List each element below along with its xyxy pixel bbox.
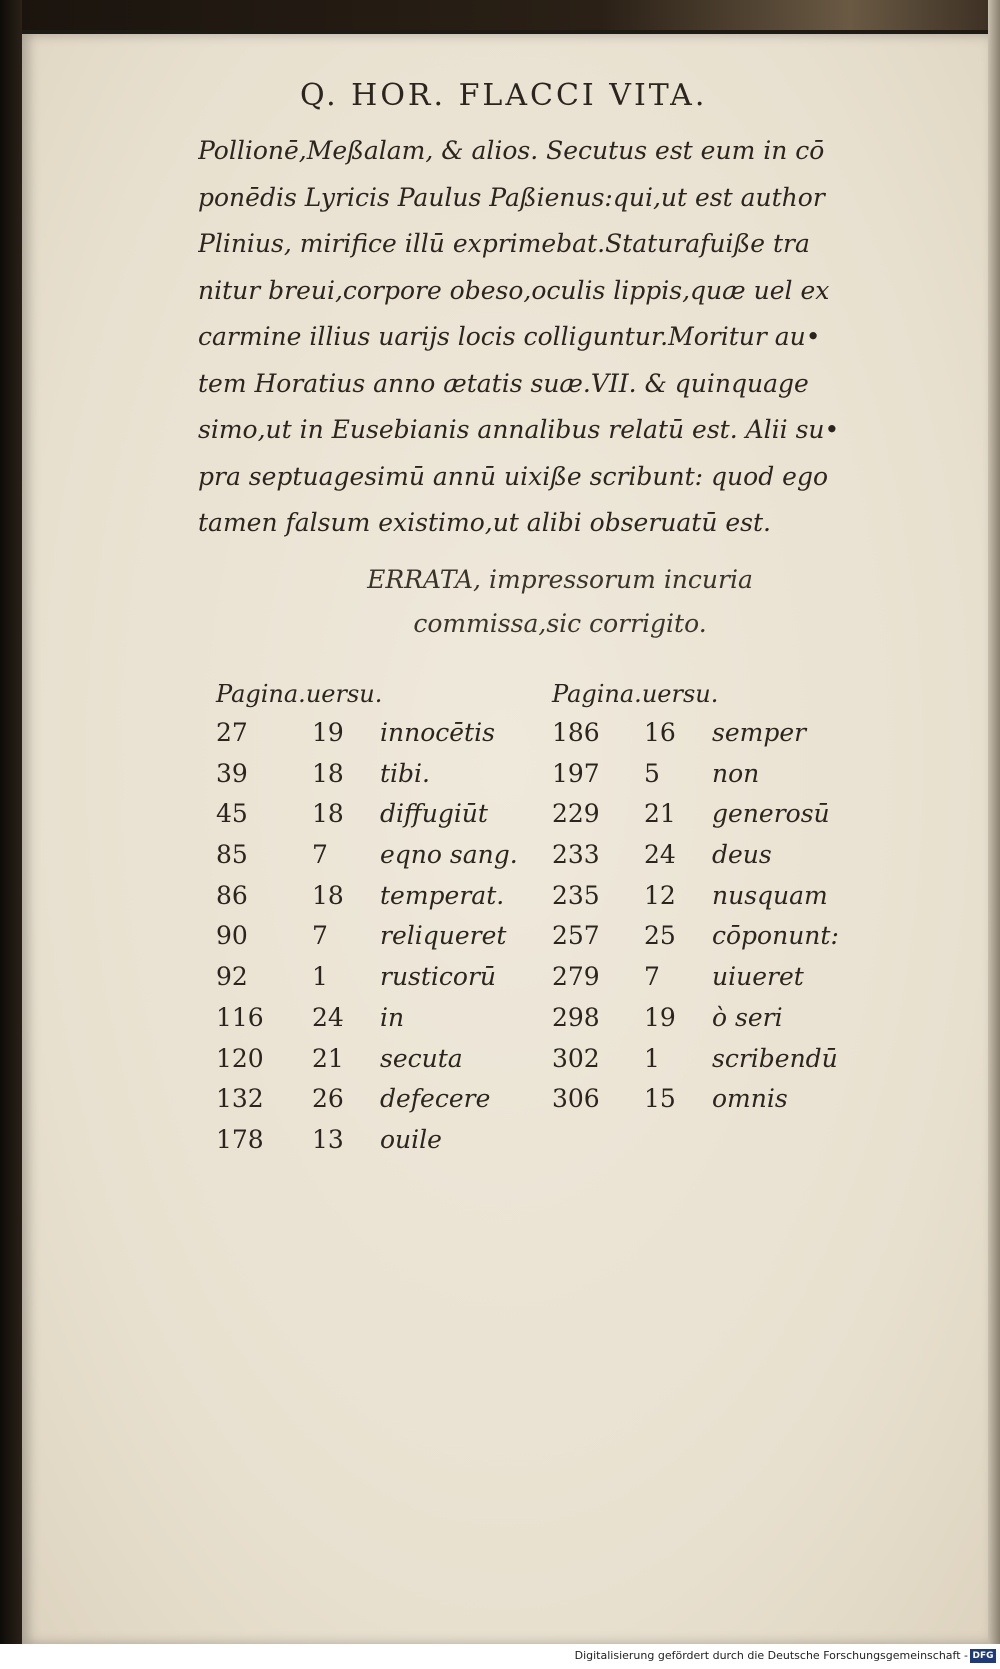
errata-page-number: 39 [216,758,248,788]
errata-page-number: 27 [216,718,248,747]
errata-page-number: 197 [552,758,600,788]
body-line: tamen falsum existimo,ut alibi obseruatū est. [198,508,771,537]
errata-verse-number: 25 [644,921,676,951]
errata-page-number: 116 [216,1002,264,1032]
scan-border-right [988,0,1000,1669]
errata-row [552,799,862,840]
errata-verse-number: 19 [644,1002,676,1032]
body-line: simo,ut in Eusebianis annalibus relatū est. Alii su• [198,415,840,444]
errata-word: nusquam [712,880,828,910]
errata-word: reliqueret [380,921,507,951]
errata-word: eqno sang. [380,840,518,870]
errata-title-line: ERRATA, impressorum incuria [367,565,753,594]
errata-row [216,1084,516,1125]
errata-right-header: Pagina.uersu. [552,680,719,708]
errata-page-number: 257 [552,921,600,951]
errata-page-number: 45 [216,799,248,829]
errata-row [216,840,516,881]
errata-page-number: 90 [216,921,248,951]
errata-page-number: 229 [552,799,600,829]
errata-word: scribendū [712,1043,838,1073]
errata-verse-number: 1 [644,1043,660,1073]
errata-row [552,1003,862,1044]
errata-row [216,1125,516,1166]
errata-verse-number: 19 [312,718,344,747]
errata-verse-number: 18 [312,758,344,788]
errata-row [216,799,516,840]
errata-verse-number: 18 [312,880,344,910]
errata-verse-number: 21 [644,799,676,829]
errata-word: ò seri [712,1002,783,1032]
dfg-logo: DFG [970,1649,996,1663]
errata-verse-number: 21 [312,1043,344,1073]
errata-page-number: 178 [216,1124,264,1154]
body-line: pra septuagesimū annū uixiße scribunt: quod ego [198,461,829,491]
errata-row [216,881,516,922]
errata-word: omnis [712,1084,788,1114]
errata-verse-number: 16 [644,718,676,747]
errata-word: ouile [380,1124,442,1154]
body-line: ponēdis Lyricis Paulus Paßienus:qui,ut est author [198,182,825,212]
body-line: nitur breui,corpore obeso,oculis lippis,quæ uel ex [198,275,830,305]
errata-page-number: 85 [216,840,248,870]
running-head: Q. HOR. FLACCI VITA. [300,78,708,113]
errata-word: uiueret [712,962,804,992]
errata-word: temperat. [380,880,505,910]
errata-row [216,759,516,800]
errata-verse-number: 18 [312,799,344,829]
errata-row [216,1003,516,1044]
errata-page-number: 120 [216,1043,264,1073]
errata-verse-number: 7 [644,962,660,992]
errata-left-table [216,718,516,1166]
errata-word: secuta [380,1043,463,1073]
errata-word: semper [712,718,807,747]
errata-verse-number: 24 [312,1002,344,1032]
errata-page-number: 233 [552,840,600,870]
footer-bar [0,1644,1000,1669]
errata-verse-number: 15 [644,1084,676,1114]
errata-page-number: 86 [216,880,248,910]
errata-row [216,1044,516,1085]
errata-page-number: 92 [216,962,248,992]
errata-page-number: 306 [552,1084,600,1114]
body-line: carmine illius uarijs locis colliguntur.Moritur au• [198,322,821,351]
errata-page-number: 132 [216,1084,264,1114]
errata-word: diffugiūt [380,799,488,829]
errata-page-number: 279 [552,962,600,992]
errata-page-number: 302 [552,1043,600,1073]
errata-left-header: Pagina.uersu. [216,680,383,708]
scan-border-left [0,0,22,1669]
errata-verse-number: 24 [644,840,676,870]
errata-word: rusticorū [380,962,497,992]
errata-word: defecere [380,1084,491,1114]
errata-row [552,1044,862,1085]
errata-word: cōponunt: [712,921,839,951]
errata-word: innocētis [380,718,495,747]
errata-row [552,881,862,922]
errata-title [300,558,820,646]
body-text [198,128,858,547]
errata-page-number: 298 [552,1002,600,1032]
errata-title-line: commissa,sic corrigito. [413,609,707,638]
errata-verse-number: 13 [312,1124,344,1154]
errata-right-table [552,718,862,1125]
errata-word: in [380,1002,405,1032]
errata-page-number: 186 [552,718,600,747]
errata-word: generosū [712,799,830,829]
errata-verse-number: 12 [644,880,676,910]
errata-word: non [712,758,760,788]
body-line: Plinius, mirifice illū exprimebat.Staturafuiße tra [198,229,810,258]
errata-row [552,718,862,759]
errata-row [552,962,862,1003]
body-line: Pollionē,Meßalam, & alios. Secutus est eum in cō [198,136,825,165]
errata-row [552,921,862,962]
body-line: tem Horatius anno ætatis suæ.VII. & quinquage [198,368,809,398]
errata-word: deus [712,840,772,870]
errata-verse-number: 26 [312,1084,344,1114]
errata-verse-number: 5 [644,758,660,788]
footer-credit: Digitalisierung gefördert durch die Deutsche Forschungsgemeinschaft - [574,1649,968,1662]
errata-row [216,718,516,759]
errata-row [552,840,862,881]
errata-word: tibi. [380,758,430,788]
errata-verse-number: 7 [312,921,328,951]
scan-border-top [0,0,1000,30]
errata-row [552,759,862,800]
errata-verse-number: 1 [312,962,328,992]
errata-page-number: 235 [552,880,600,910]
errata-row [216,962,516,1003]
errata-verse-number: 7 [312,840,328,870]
errata-row [216,921,516,962]
errata-row [552,1084,862,1125]
